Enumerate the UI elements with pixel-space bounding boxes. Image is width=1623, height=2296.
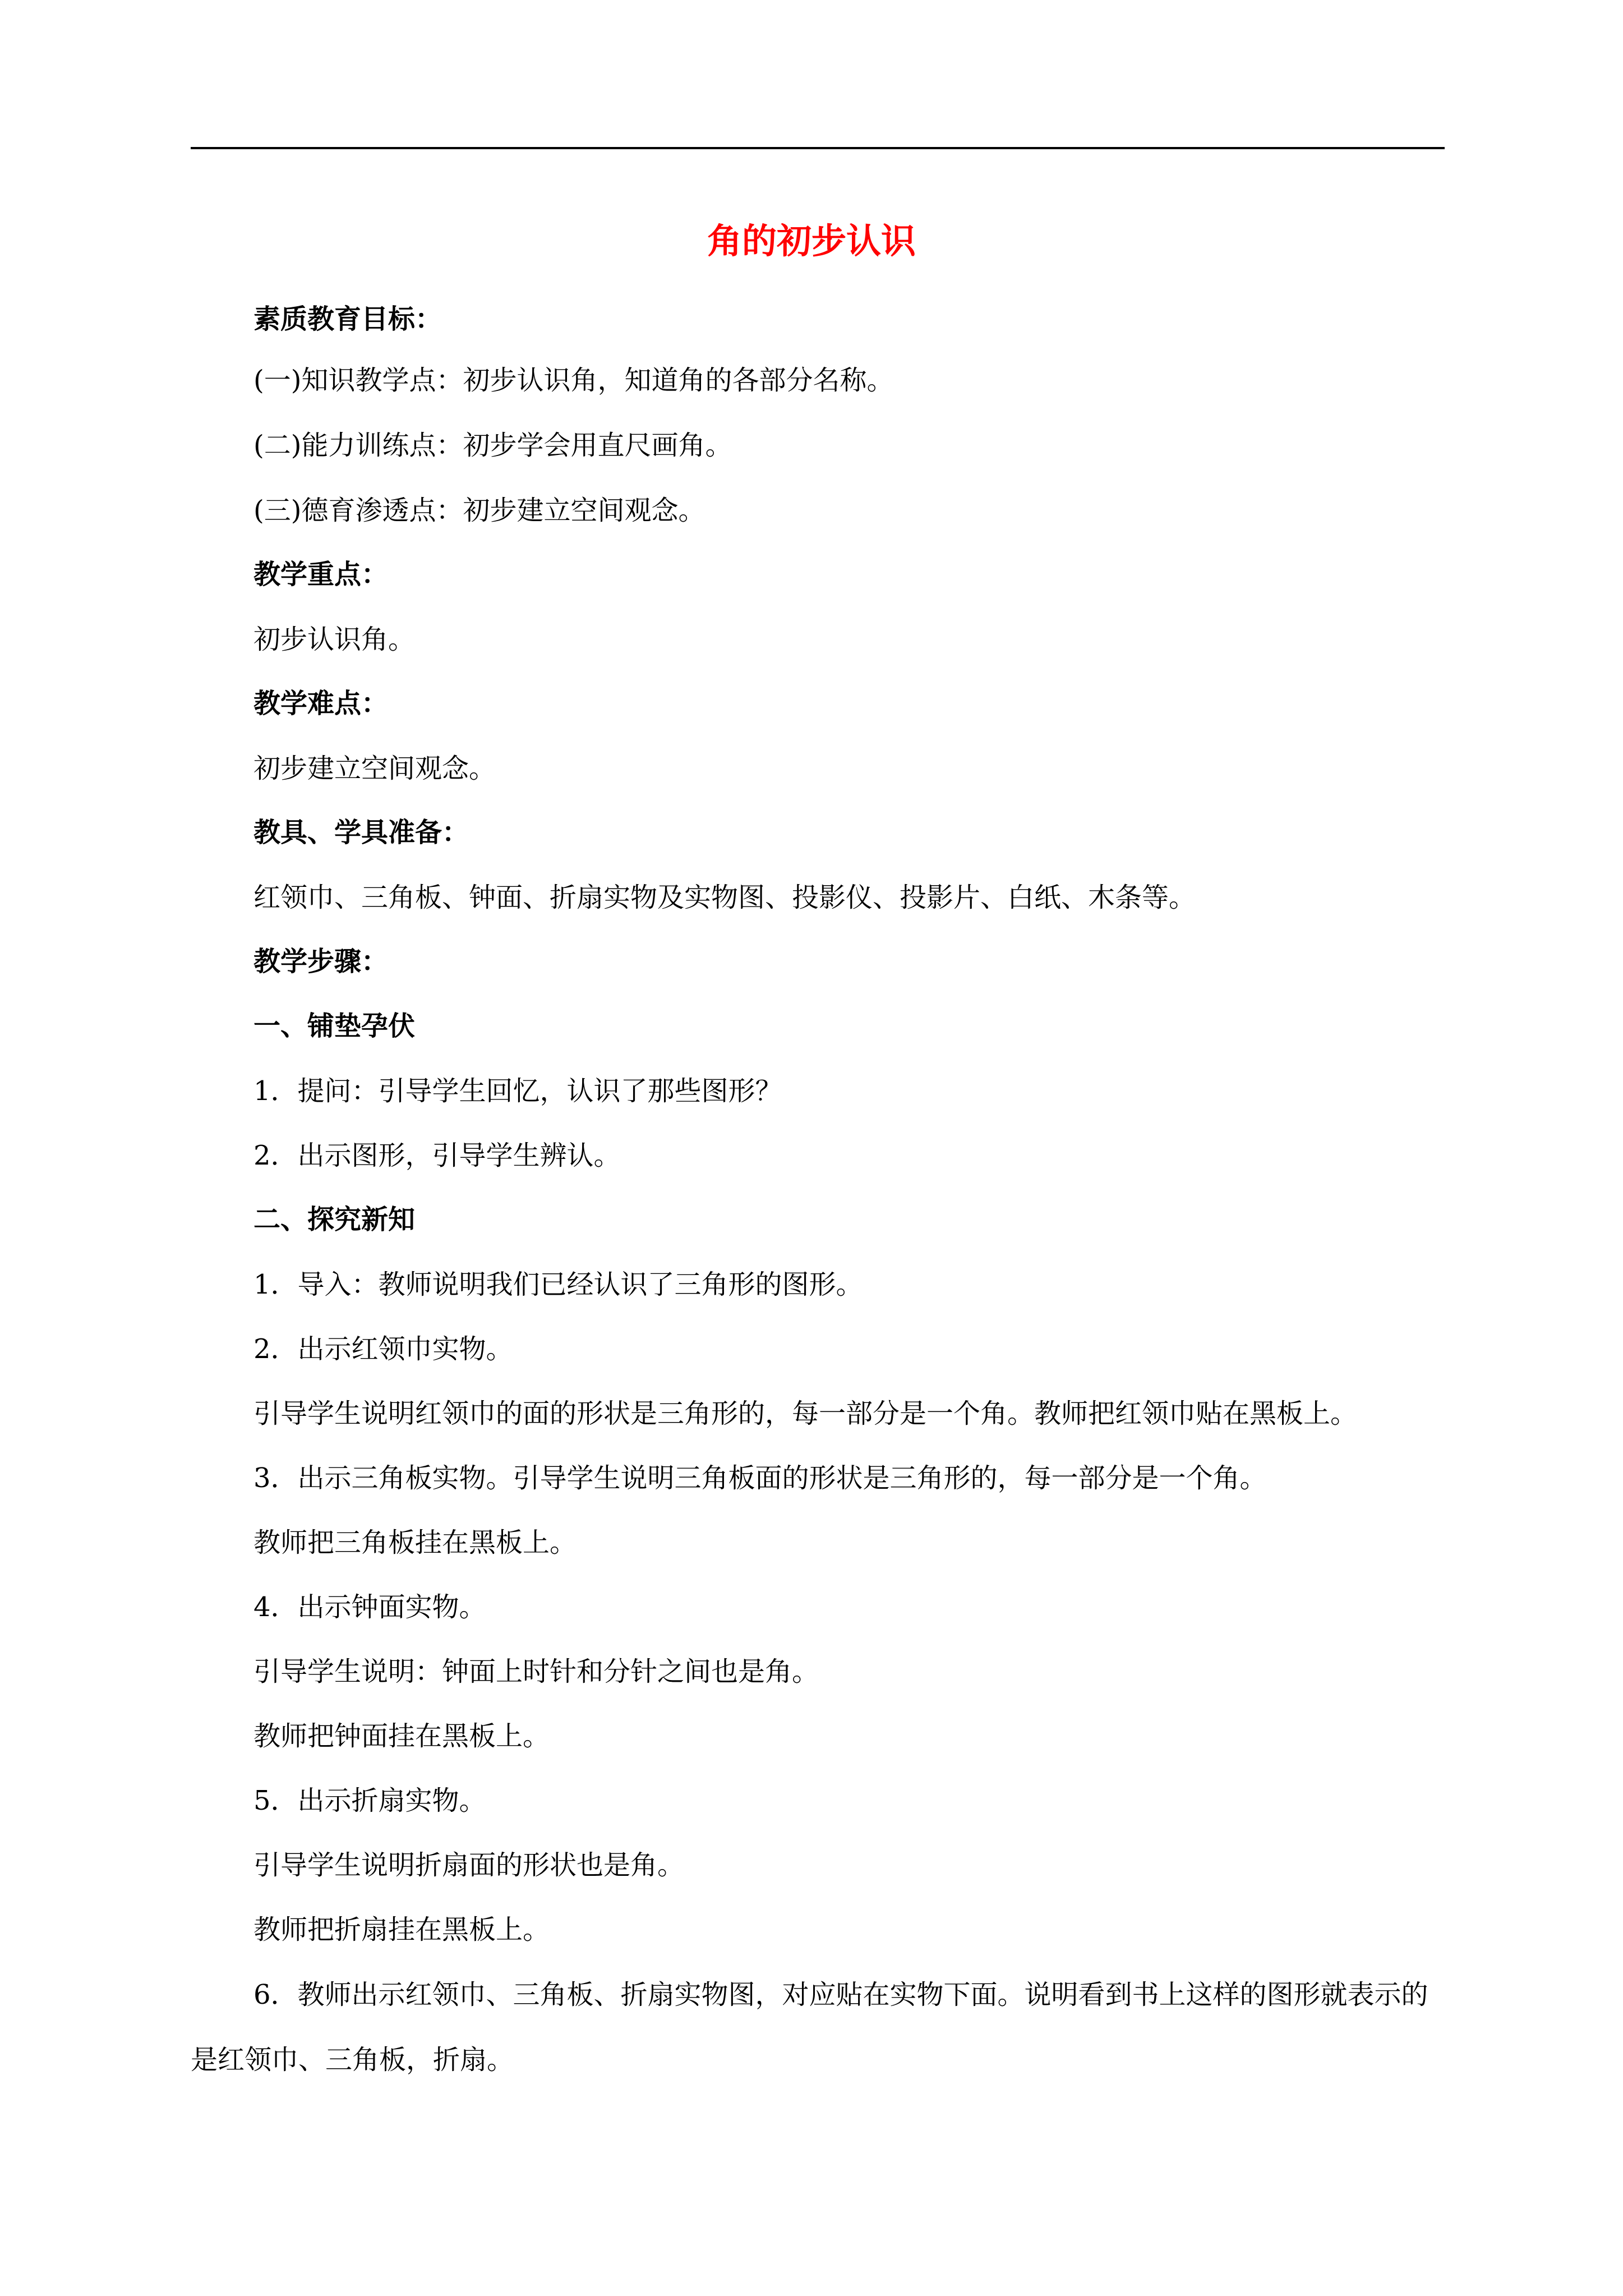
section-heading-difficulty: 教学难点： [253, 688, 389, 719]
section-heading-step-two: 二、探究新知 [253, 1204, 416, 1235]
list-item-step-2-2: 2．出示红领巾实物。 [253, 1333, 513, 1365]
list-item-step-2-4: 4．出示钟面实物。 [253, 1591, 486, 1623]
paragraph-red-scarf: 引导学生说明红领巾的面的形状是三角形的，每一部分是一个角。教师把红领巾贴在黑板上。 [253, 1398, 1358, 1429]
paragraph-clock-face-explain: 引导学生说明：钟面上时针和分针之间也是角。 [253, 1656, 819, 1687]
section-heading-objectives: 素质教育目标： [253, 303, 442, 335]
section-heading-step-one: 一、铺垫孕伏 [253, 1010, 416, 1042]
paragraph-knowledge-point: (一)知识教学点：初步认识角，知道角的各部分名称。 [253, 365, 894, 396]
list-item-step-1-1: 1．提问：引导学生回忆，认识了那些图形？ [253, 1075, 782, 1107]
list-item-step-2-5: 5．出示折扇实物。 [253, 1785, 486, 1816]
section-heading-key-point: 教学重点： [253, 559, 389, 590]
paragraph-folding-fan-explain: 引导学生说明折扇面的形状也是角。 [253, 1849, 685, 1881]
list-item-step-2-6: 6．教师出示红领巾、三角板、折扇实物图，对应贴在实物下面。说明看到书上这样的图形就表示的是红领巾、三角板，折扇。 [191, 1979, 1428, 2076]
paragraph-difficulty: 初步建立空间观念。 [253, 753, 496, 784]
document-title: 角的初步认识 [707, 220, 916, 261]
list-item-step-1-2: 2．出示图形，引导学生辨认。 [253, 1140, 621, 1171]
paragraph-triangle-ruler: 教师把三角板挂在黑板上。 [253, 1527, 577, 1558]
list-item-step-2-1: 1．导入：教师说明我们已经认识了三角形的图形。 [253, 1269, 863, 1300]
paragraph-key-point: 初步认识角。 [253, 624, 416, 655]
section-heading-steps: 教学步骤： [253, 946, 389, 977]
section-heading-materials: 教具、学具准备： [253, 817, 469, 848]
paragraph-folding-fan-hang: 教师把折扇挂在黑板上。 [253, 1914, 550, 1945]
list-item-step-2-3: 3．出示三角板实物。引导学生说明三角板面的形状是三角形的，每一部分是一个角。 [253, 1462, 1267, 1494]
paragraph-ability-point: (二)能力训练点：初步学会用直尺画角。 [253, 430, 732, 461]
paragraph-moral-point: (三)德育渗透点：初步建立空间观念。 [253, 495, 706, 526]
paragraph-clock-face-hang: 教师把钟面挂在黑板上。 [253, 1720, 550, 1752]
header-rule [191, 147, 1445, 149]
paragraph-materials: 红领巾、三角板、钟面、折扇实物及实物图、投影仪、投影片、白纸、木条等。 [253, 882, 1196, 913]
